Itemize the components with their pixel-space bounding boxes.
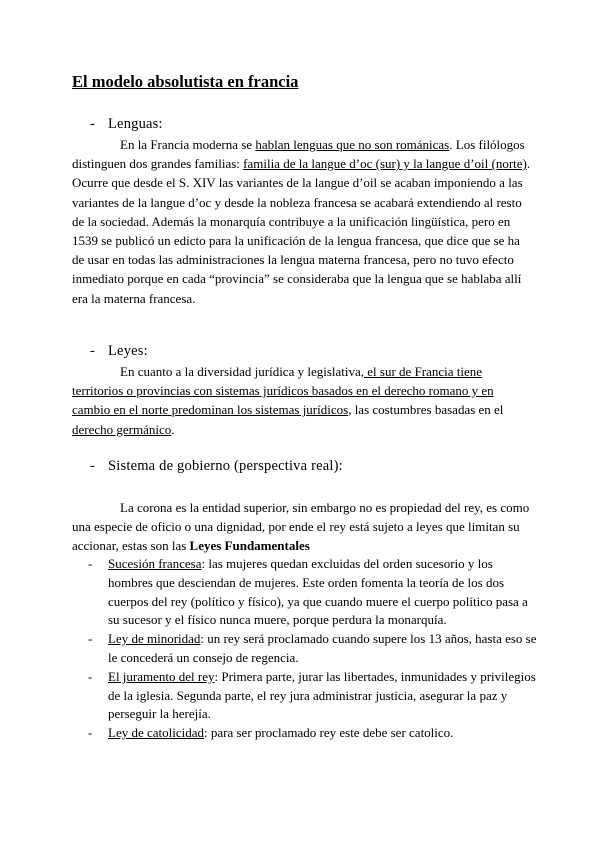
section-heading-leyes <box>90 343 148 360</box>
section-heading-gobierno <box>90 458 343 475</box>
list-item-text: : Primera parte, jurar las libertades, inmunidades y privilegios de la iglesia. Segunda parte, el rey jura administrar justicia, asegurar la paz y perseguir la herejía. <box>108 668 536 722</box>
fundamental-laws-list <box>88 555 538 743</box>
list-item-term: Sucesión francesa <box>108 556 202 571</box>
text-run: La corona es la entidad superior, sin embargo no es propiedad del rey, es como una especie de oficio o una dignidad, por ende el rey está sujeto a leyes que limitan su accionar, estas son las <box>72 500 530 554</box>
list-item-term: El juramento del rey <box>108 668 215 684</box>
text-run: , las costumbres basadas en el <box>348 402 504 418</box>
text-run: En la Francia moderna se <box>120 137 256 152</box>
underlined-text: hablan lenguas que no son románicas <box>255 137 450 152</box>
paragraph-lenguas <box>72 135 532 308</box>
dash-marker: - <box>88 556 93 571</box>
heading-text: Lenguas: <box>108 116 163 132</box>
list-item <box>88 724 538 743</box>
dash-marker: - <box>88 631 93 647</box>
list-item <box>88 630 538 668</box>
list-item-text: : un rey será proclamado cuando supere los 13 años, hasta eso se le concederá un consejo de regencia. <box>108 631 537 665</box>
list-item-term: Ley de minoridad <box>108 631 201 647</box>
dash-marker: - <box>88 725 93 741</box>
dash-marker: - <box>88 668 93 684</box>
paragraph-gobierno-intro <box>72 498 532 556</box>
text-run: . Los filólogos distinguen dos grandes familias: <box>72 137 525 172</box>
bold-text: Leyes Fundamentales <box>189 538 310 554</box>
underlined-text: familia de la langue d’oc (sur) y la langue d’oil (norte) <box>243 156 527 172</box>
text-run: . <box>171 421 175 437</box>
heading-text: Leyes: <box>108 343 148 359</box>
list-item-text: : las mujeres quedan excluidas del orden sucesorio y los hombres que desciendan de mujeres. Este orden fomenta la teoría de los dos cuerpos del rey (político y físico), ya que cuando muere el cuerpo político pasa a su sucesor y el físico nunca muere, porque perdura la monarquía. <box>108 556 528 628</box>
dash-marker: - <box>90 343 96 359</box>
underlined-text: derecho germánico <box>72 421 172 437</box>
list-item <box>88 555 538 630</box>
list-item <box>88 668 538 724</box>
text-run: . Ocurre que desde el S. XIV las variantes de la langue d’oil se acaban imponiendo a las variantes de la langue d’oc y desde la nobleza francesa se acabará extendiendo al resto de la sociedad. Además la monarquía contribuye a la unificación lingüística, pero en 1539 se publicó un edicto para la unificación de la lengua francesa, que dice que se ha de usar en todas las administraciones la lengua materna francesa, pero no tuvo efecto inmediato porque en cada “provincia” se consideraba que la lengua que se hablaba allí era la materna francesa. <box>72 156 531 306</box>
section-heading-lenguas <box>90 116 163 133</box>
dash-marker: - <box>90 116 96 132</box>
list-item-text: : para ser proclamado rey este debe ser catolico. <box>204 725 454 741</box>
underlined-text: el sur de Francia tiene territorios o provincias con sistemas jurídicos basados en el derecho romano y en cambio en el norte predominan los sistemas jurídicos <box>72 364 494 418</box>
list-item-term: Ley de catolicidad <box>108 725 205 741</box>
text-run: En cuanto a la diversidad jurídica y legislativa, <box>120 364 365 379</box>
document-title: El modelo absolutista en francia <box>72 72 299 91</box>
heading-text: Sistema de gobierno (perspectiva real): <box>108 458 343 474</box>
paragraph-leyes <box>72 362 532 439</box>
dash-marker: - <box>90 458 96 474</box>
